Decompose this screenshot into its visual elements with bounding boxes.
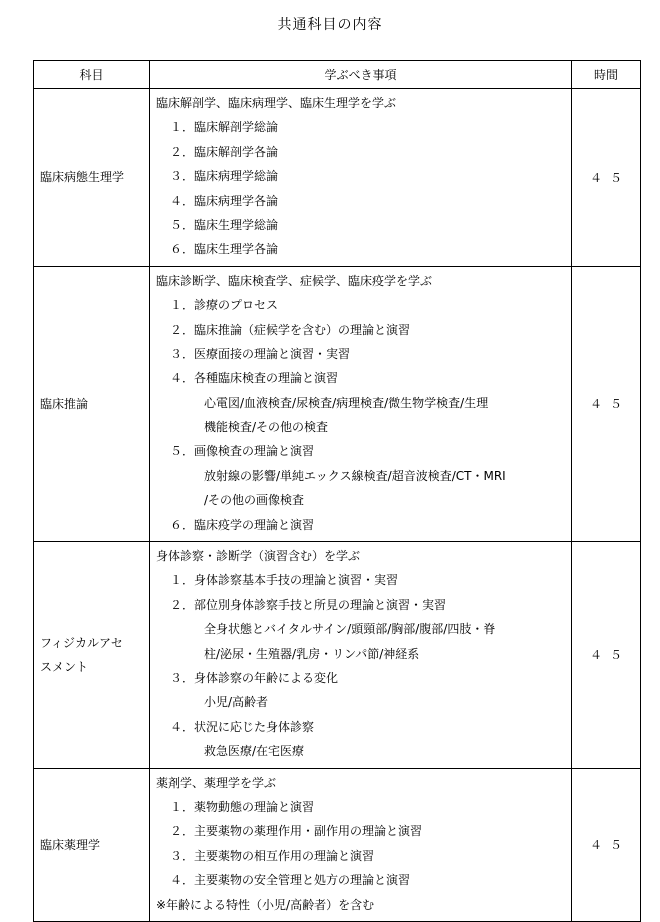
content-subitem: 柱/泌尿・生殖器/乳房・リンパ節/神経系 xyxy=(204,646,420,661)
table-row xyxy=(34,542,641,769)
content-item: ６．臨床生理学各論 xyxy=(170,242,279,257)
header-subject: 科目 xyxy=(34,61,150,89)
subject-cell xyxy=(34,266,150,541)
content-item: ２．臨床推論（症候学を含む）の理論と演習 xyxy=(170,322,411,337)
table-row xyxy=(34,768,641,921)
subject-name: スメント xyxy=(40,659,89,674)
page-title: 共通科目の内容 xyxy=(277,17,383,33)
content-item: １．臨床解剖学総論 xyxy=(170,120,279,135)
content-subitem: 小児/高齢者 xyxy=(204,695,269,710)
content-cell xyxy=(150,768,572,921)
content-subitem: /その他の画像検査 xyxy=(204,493,305,508)
subject-cell xyxy=(34,89,150,267)
content-cell xyxy=(150,89,572,267)
header-content: 学ぶべき事項 xyxy=(150,61,572,89)
content-item: ３．身体診察の年齢による変化 xyxy=(170,670,339,685)
content-heading: 臨床診断学、臨床検査学、症候学、臨床疫学を学ぶ xyxy=(156,273,433,288)
content-item: ５．臨床生理学総論 xyxy=(170,217,279,232)
content-heading: 身体診察・診断学（演習含む）を学ぶ xyxy=(156,549,361,564)
hours-cell: ４５ xyxy=(572,542,641,769)
content-subitem: 全身状態とバイタルサイン/頭頸部/胸部/腹部/四肢・脊 xyxy=(204,622,496,637)
subject-name: 臨床薬理学 xyxy=(40,837,101,852)
header-hours: 時間 xyxy=(572,61,641,89)
content-item: ３．臨床病理学総論 xyxy=(170,169,279,184)
content-item: ５．画像検査の理論と演習 xyxy=(170,444,315,459)
content-subitem: 救急医療/在宅医療 xyxy=(204,744,305,759)
course-content-table xyxy=(33,60,641,922)
content-item: ４．主要薬物の安全管理と処方の理論と演習 xyxy=(170,873,411,888)
content-heading: 薬剤学、薬理学を学ぶ xyxy=(156,775,277,790)
content-item: ４．状況に応じた身体診察 xyxy=(170,719,315,734)
content-item: ４．臨床病理学各論 xyxy=(170,193,279,208)
hours-cell: ４５ xyxy=(572,89,641,267)
content-item: ３．主要薬物の相互作用の理論と演習 xyxy=(170,848,375,863)
hours-cell: ４５ xyxy=(572,768,641,921)
content-heading: ※年齢による特性（小児/高齢者）を含む xyxy=(156,897,375,912)
table-row xyxy=(34,266,641,541)
subject-cell xyxy=(34,768,150,921)
content-cell xyxy=(150,266,572,541)
content-item: １．薬物動態の理論と演習 xyxy=(170,799,315,814)
table-row xyxy=(34,89,641,267)
hours-cell: ４５ xyxy=(572,266,641,541)
content-item: ２．臨床解剖学各論 xyxy=(170,144,279,159)
content-heading: 臨床解剖学、臨床病理学、臨床生理学を学ぶ xyxy=(156,96,397,110)
content-item: ６．臨床疫学の理論と演習 xyxy=(170,517,315,532)
table-body xyxy=(34,89,641,922)
content-item: ２．部位別身体診察手技と所見の理論と演習・実習 xyxy=(170,597,447,612)
content-subitem: 心電図/血液検査/尿検査/病理検査/微生物学検査/生理 xyxy=(204,395,489,410)
subject-name: フィジカルアセ xyxy=(40,635,123,650)
content-cell xyxy=(150,542,572,769)
content-item: ３．医療面接の理論と演習・実習 xyxy=(170,346,351,361)
content-subitem: 機能検査/その他の検査 xyxy=(204,420,329,435)
content-item: １．身体診察基本手技の理論と演習・実習 xyxy=(170,573,399,588)
table-header-row xyxy=(34,61,641,89)
content-item: ４．各種臨床検査の理論と演習 xyxy=(170,371,339,386)
content-subitem: 放射線の影響/単純エックス線検査/超音波検査/CT・MRI xyxy=(204,468,506,483)
subject-name: 臨床病態生理学 xyxy=(40,170,125,185)
subject-name: 臨床推論 xyxy=(40,396,89,411)
subject-cell xyxy=(34,542,150,769)
content-item: １．診療のプロセス xyxy=(170,298,279,313)
content-item: ２．主要薬物の薬理作用・副作用の理論と演習 xyxy=(170,824,423,839)
